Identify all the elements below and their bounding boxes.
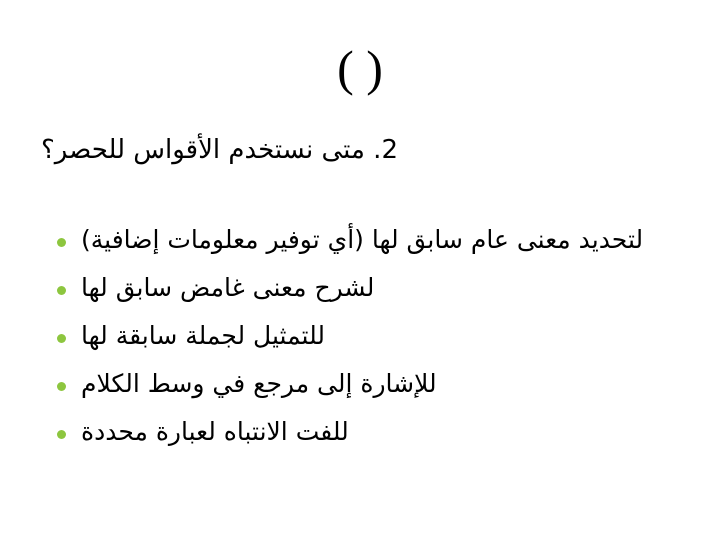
- bullet-icon: [57, 286, 66, 295]
- list-item-text: للفت الانتباه لعبارة محددة: [81, 417, 349, 446]
- list-item: [55, 362, 655, 410]
- list-item-text: لشرح معنى غامض سابق لها: [81, 273, 375, 302]
- list-item-text: للإشارة إلى مرجع في وسط الكلام: [81, 369, 437, 398]
- list-item-text: للتمثيل لجملة سابقة لها: [81, 321, 325, 350]
- bullet-icon: [57, 334, 66, 343]
- bullet-icon: [57, 430, 66, 439]
- bullet-icon: [57, 238, 66, 247]
- bullet-list: [55, 218, 655, 458]
- list-item: [55, 314, 655, 362]
- slide-title: ( ): [337, 40, 383, 96]
- list-item-text: لتحديد معنى عام سابق لها (أي توفير معلومات إضافية): [81, 225, 644, 254]
- list-item: [55, 266, 655, 314]
- list-item: [55, 410, 655, 458]
- bullet-icon: [57, 382, 66, 391]
- list-item: [55, 218, 655, 266]
- slide-subtitle: 2. متى نستخدم الأقواس للحصر؟: [41, 135, 398, 165]
